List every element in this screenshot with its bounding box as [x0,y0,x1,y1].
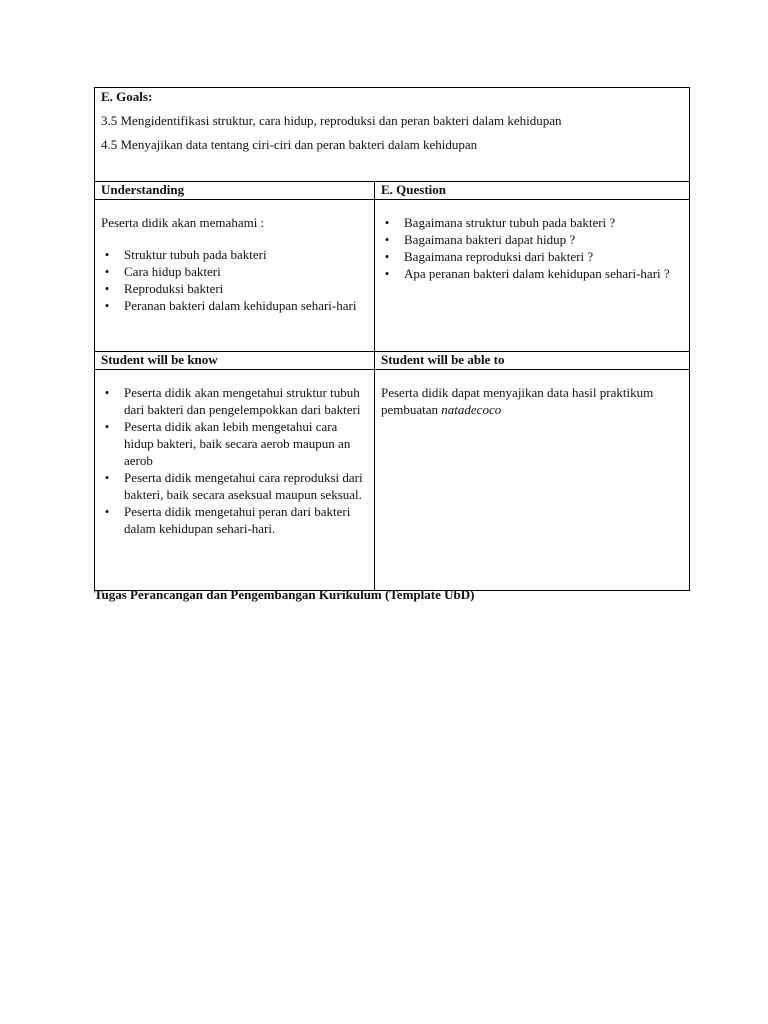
list-item: • Bagaimana reproduksi dari bakteri ? [381,248,683,265]
list-item: • Struktur tubuh pada bakteri [101,246,368,263]
able-italic-term: natadecoco [441,402,502,417]
understanding-intro: Peserta didik akan memahami : [101,215,265,230]
goals-row [95,88,689,181]
list-item: • Bagaimana struktur tubuh pada bakteri ? [381,214,683,231]
bullet-icon: • [384,266,390,281]
list-item: • Peserta didik akan lebih mengetahui cara hidup bakteri, baik secara aerob maupun an aerob [101,418,368,469]
understanding-row [95,199,689,351]
bullet-icon: • [104,264,110,279]
header-row-2 [95,351,689,369]
goal-line-3-5: 3.5 Mengidentifikasi struktur, cara hidup, reproduksi dan peran bakteri dalam kehidupan [101,113,562,128]
bullet-icon: • [104,281,110,296]
question-cell [375,200,689,351]
bullet-icon: • [384,215,390,230]
question-header: E. Question [381,182,447,197]
understanding-cell [95,200,375,351]
list-item: • Peranan bakteri dalam kehidupan sehari-hari [101,297,368,314]
know-list [101,384,368,537]
list-item: • Peserta didik mengetahui peran dari bakteri dalam kehidupan sehari-hari. [101,503,368,537]
understanding-header: Understanding [95,182,375,199]
goals-title: E. Goals: [101,89,153,104]
bullet-icon: • [104,419,110,434]
goal-line-4-5: 4.5 Menyajikan data tentang ciri-ciri dan peran bakteri dalam kehidupan [101,137,478,152]
bullet-icon: • [104,247,110,262]
header-row-1 [95,181,689,199]
bullet-icon: • [104,385,110,400]
list-item: • Peserta didik mengetahui cara reproduksi dari bakteri, baik secara aseksual maupun seksual. [101,469,368,503]
list-item: • Reproduksi bakteri [101,280,368,297]
goals-cell [95,88,689,181]
bullet-icon: • [104,504,110,519]
bullet-icon: • [384,249,390,264]
able-text: Peserta didik dapat menyajikan data hasil praktikum pembuatan natadecoco [381,385,654,417]
able-header: Student will be able to [381,352,505,367]
list-item: • Peserta didik akan mengetahui struktur tubuh dari bakteri dan pengelempokkan dari bakteri [101,384,368,418]
know-header: Student will be know [95,352,375,369]
ubd-table [94,87,690,591]
question-list [381,214,683,282]
know-cell [95,370,375,590]
list-item: • Cara hidup bakteri [101,263,368,280]
able-cell [375,370,689,590]
list-item: • Bagaimana bakteri dapat hidup ? [381,231,683,248]
list-item: • Apa peranan bakteri dalam kehidupan sehari-hari ? [381,265,683,282]
bullet-icon: • [384,232,390,247]
understanding-list [101,246,368,314]
bullet-icon: • [104,470,110,485]
document-caption: Tugas Perancangan dan Pengembangan Kurikulum (Template UbD) [94,587,475,602]
know-row [95,369,689,590]
bullet-icon: • [104,298,110,313]
